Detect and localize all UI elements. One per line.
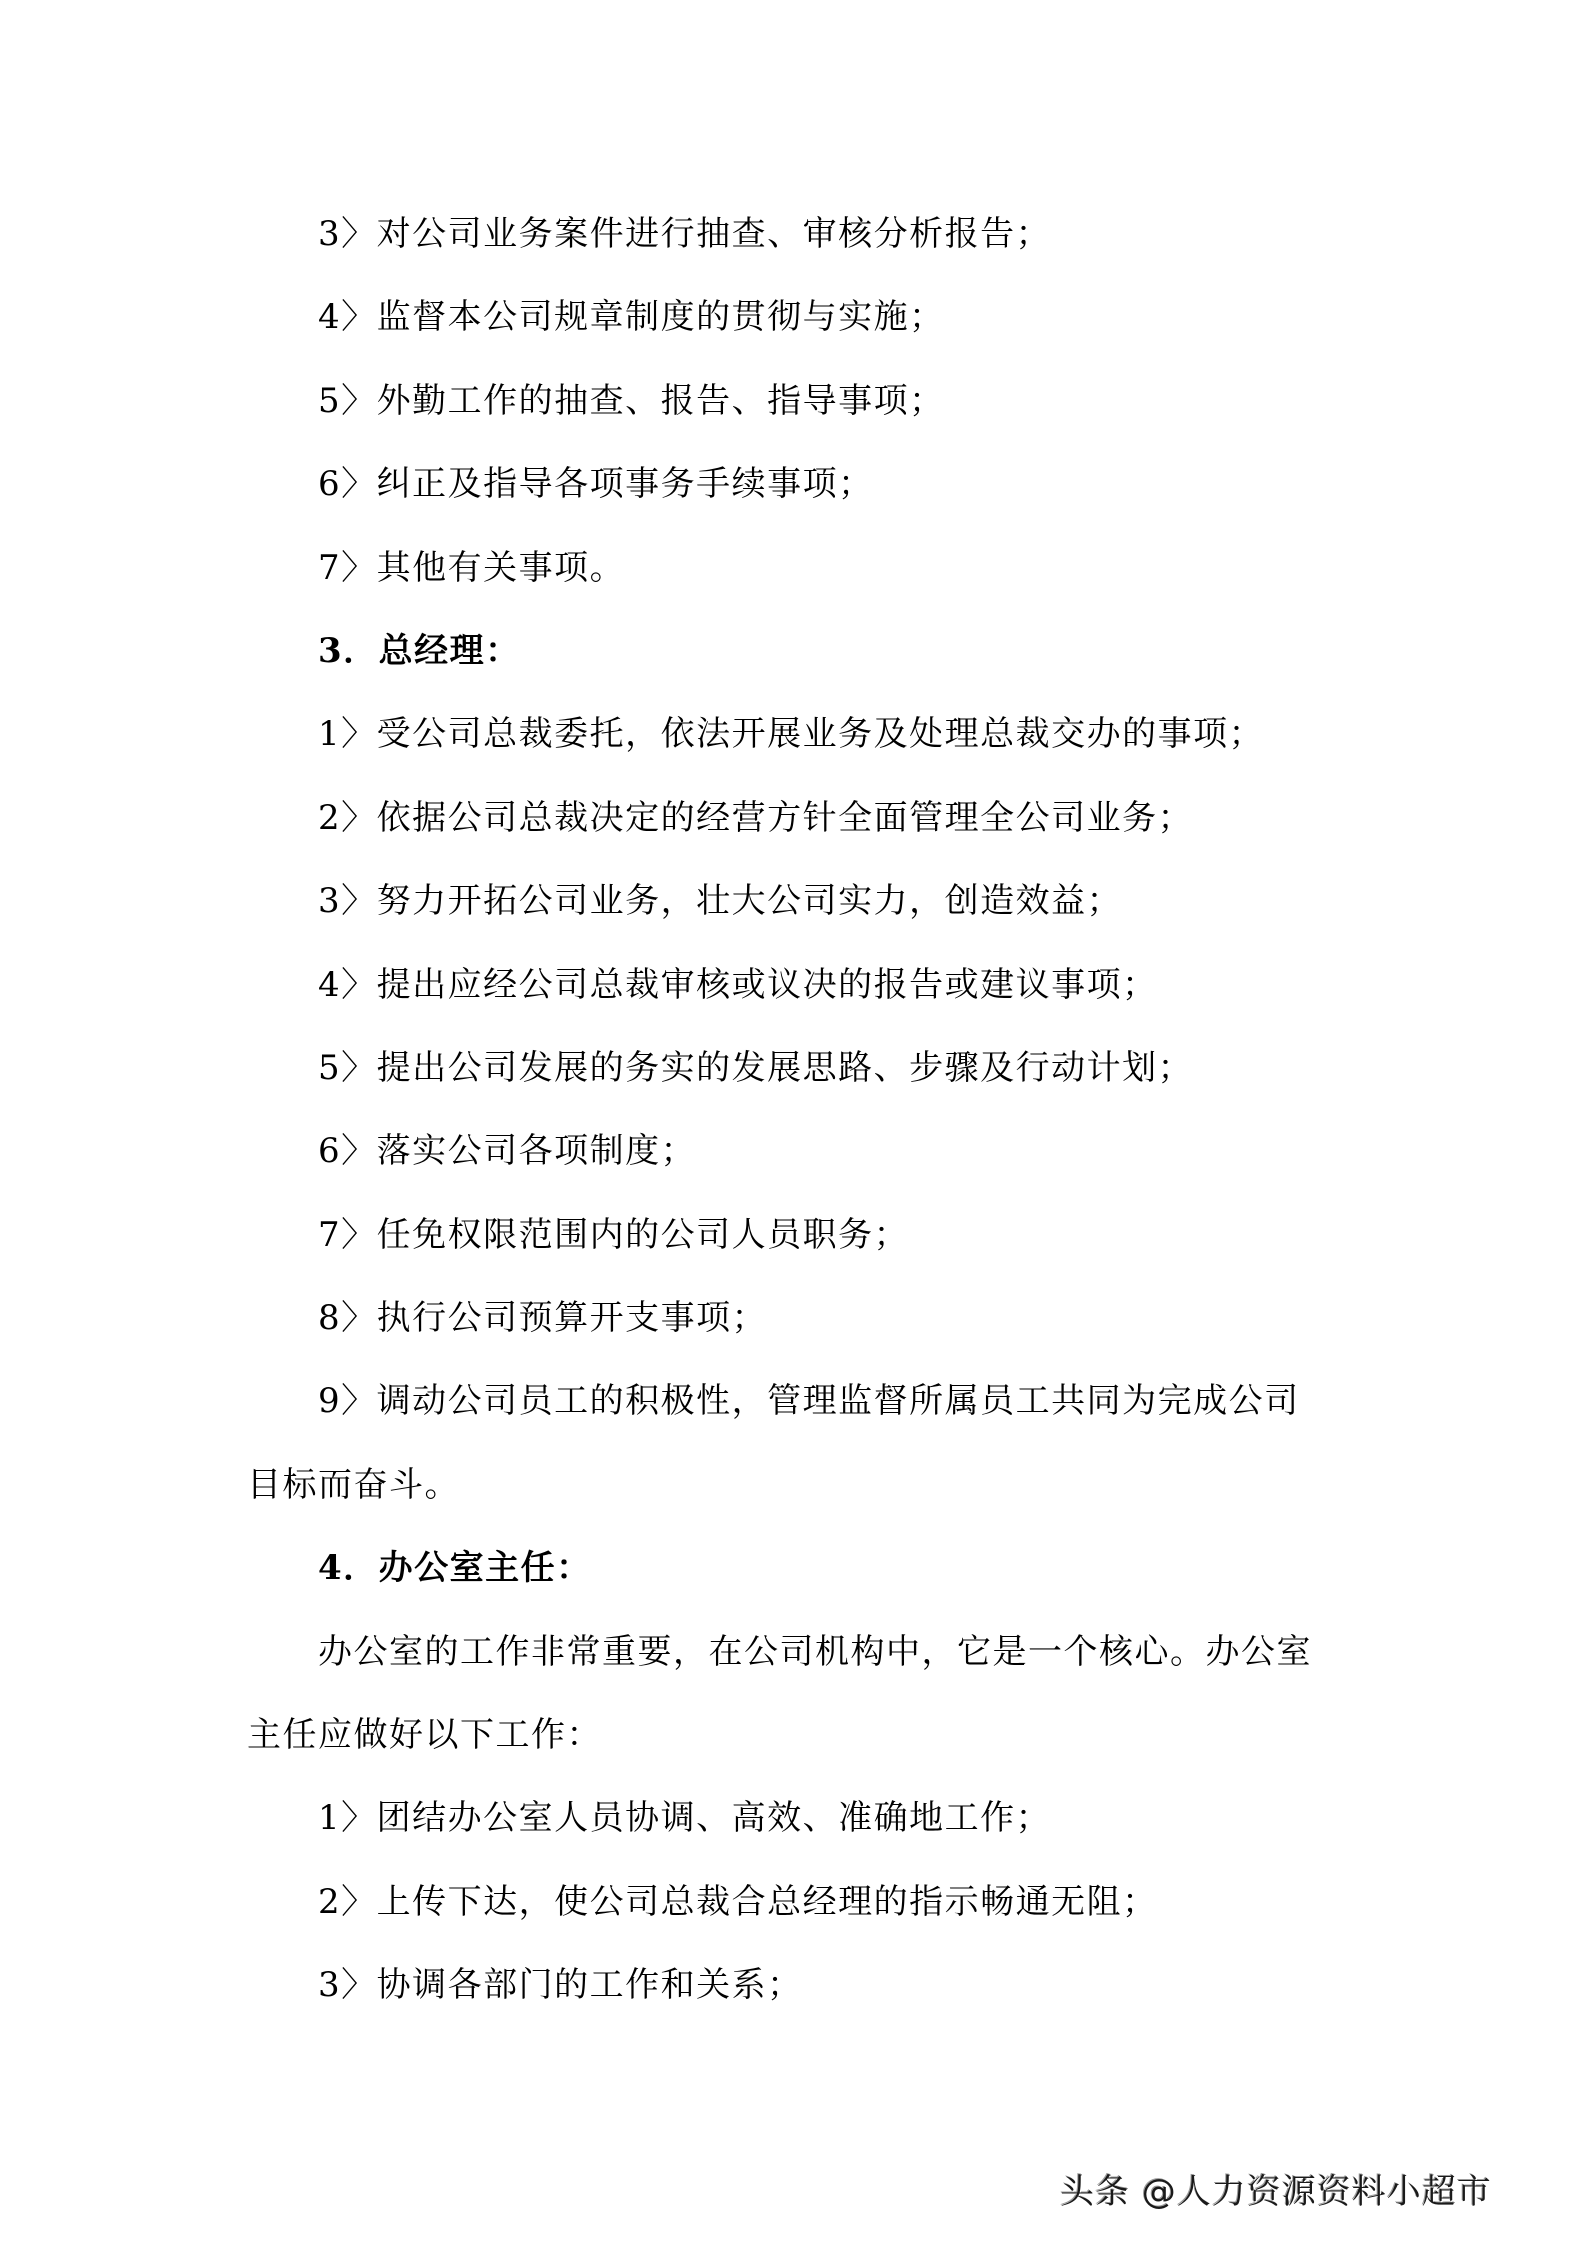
item-text: 调动公司员工的积极性，管理监督所属员工共同为完成公司 [376,1381,1300,1422]
list-item [247,276,1347,359]
item-text: 落实公司各项制度； [376,1131,697,1172]
item-text: 提出应经公司总裁审核或议决的报告或建议事项； [376,964,1158,1005]
section-heading-general-manager [247,610,1347,693]
list-item [247,1360,1347,1443]
section-number: 3． [318,630,379,671]
list-item [247,443,1347,526]
list-item [247,1944,1347,2027]
list-item [247,693,1347,776]
list-item [247,944,1347,1027]
item-number: 5〉 [318,380,377,421]
item-number: 7〉 [318,1214,377,1255]
item-text: 外勤工作的抽查、报告、指导事项； [376,380,945,421]
item-number: 1〉 [318,714,377,755]
item-text: 依据公司总裁决定的经营方针全面管理全公司业务； [376,797,1194,838]
list-item [247,1027,1347,1110]
item-text: 监督本公司规章制度的贯彻与实施； [376,297,945,338]
item-text: 执行公司预算开支事项； [376,1298,768,1339]
list-item [247,1777,1347,1860]
item-number: 3〉 [318,1965,377,2006]
list-item [247,1861,1347,1944]
item-text: 目标而奋斗。 [247,1464,460,1505]
item-number: 7〉 [318,547,377,588]
item-text: 受公司总裁委托，依法开展业务及处理总裁交办的事项； [376,714,1265,755]
list-item [247,1277,1347,1360]
item-number: 6〉 [318,464,377,505]
item-number: 3〉 [318,881,377,922]
section-heading-office-director [247,1527,1347,1610]
item-number: 9〉 [318,1381,377,1422]
watermark: 头条 @人力资源资料小超市 [1060,2172,1492,2212]
item-number: 4〉 [318,297,377,338]
paragraph-text: 主任应做好以下工作： [247,1715,602,1756]
item-number: 5〉 [318,1047,377,1088]
list-item [247,527,1347,610]
list-item [247,1110,1347,1193]
item-text: 对公司业务案件进行抽查、审核分析报告； [376,214,1052,254]
document-body [247,193,1347,2028]
item-number: 2〉 [318,797,377,838]
paragraph [247,1611,1347,1694]
item-text: 纠正及指导各项事务手续事项； [376,464,874,505]
item-text: 提出公司发展的务实的发展思路、步骤及行动计划； [376,1047,1194,1088]
list-item-continuation [247,1444,1347,1527]
item-text: 其他有关事项。 [376,547,626,588]
list-item [247,1194,1347,1277]
section-title: 办公室主任： [378,1548,592,1589]
list-item [247,860,1347,943]
paragraph-continuation [247,1694,1347,1777]
item-text: 任免权限范围内的公司人员职务； [376,1214,910,1255]
item-text: 上传下达，使公司总裁合总经理的指示畅通无阻； [376,1881,1158,1922]
item-text: 努力开拓公司业务，壮大公司实力，创造效益； [376,881,1123,922]
item-number: 2〉 [318,1881,377,1922]
section-title: 总经理： [378,630,521,671]
item-number: 4〉 [318,964,377,1005]
list-item [247,193,1347,276]
item-text: 团结办公室人员协调、高效、准确地工作； [376,1798,1052,1839]
list-item [247,777,1347,860]
item-number: 1〉 [318,1798,377,1839]
item-text: 协调各部门的工作和关系； [376,1965,803,2006]
paragraph-text: 办公室的工作非常重要，在公司机构中，它是一个核心。办公室 [318,1631,1312,1672]
list-item [247,360,1347,443]
item-number: 6〉 [318,1131,377,1172]
section-number: 4． [318,1548,379,1589]
item-number: 8〉 [318,1298,377,1339]
item-number: 3〉 [318,214,377,254]
